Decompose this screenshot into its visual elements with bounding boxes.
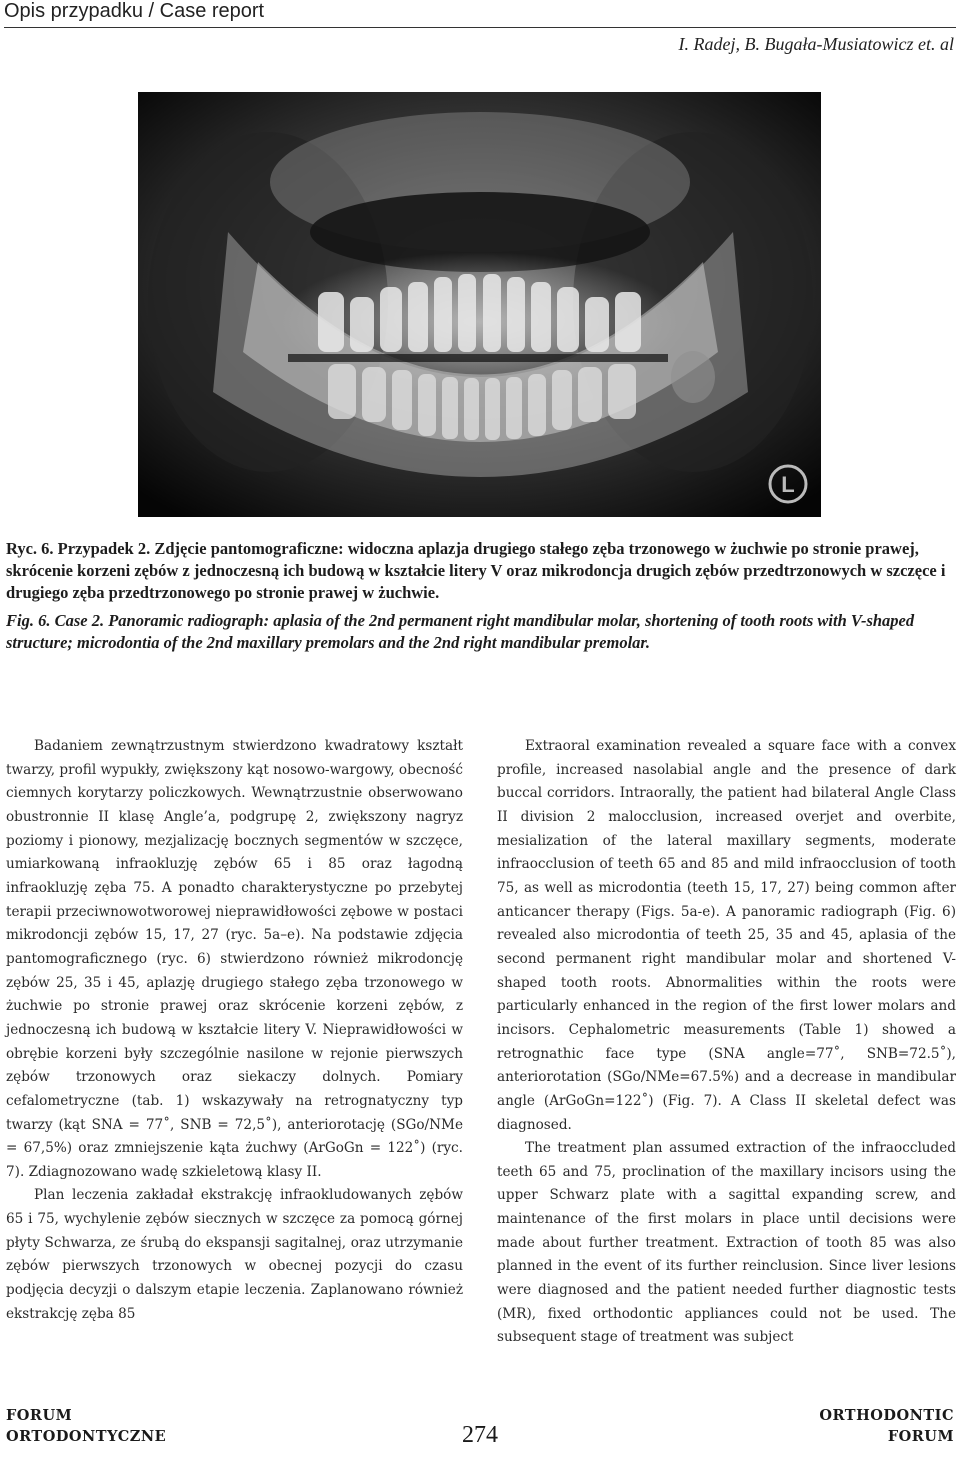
footer-journal-english: [819, 1405, 954, 1447]
header-divider: [4, 27, 956, 28]
figure-caption-english: Fig. 6. Case 2. Panoramic radiograph: aplasia of the 2nd permanent right mandibular molar, shortening of tooth roots with V-shaped structure; microdontia of the 2nd maxillary premolars and the 2nd right mandibular premolar.: [6, 611, 915, 652]
running-header-section: Opis przypadku / Case report: [4, 0, 265, 22]
paragraph: Badaniem zewnątrzustnym stwierdzono kwadratowy kształt twarzy, profil wypukły, zwiększony kąt nosowo-wargowy, obecność ciemnych korytarzy policzkowych. Wewnątrzustnie obserwowano obustronnie II klasę Angle’a, podgrupę 2, zwiększony nagryz poziomy i pionowy, mezjalizację bocznych segmentów w szczęce, umiarkowaną infraokluzję zębów 65 i 85 oraz łagodną infraokluzję zęba 75. A ponadto charakterystyczne po przebytej terapii przeciwnowotworowej nieprawidłowości zębowe w postaci mikrodoncji zębów 15, 17, 27 (ryc. 5a–e). Na podstawie zdjęcia pantomograficznego (ryc. 6) stwierdzono również mikrodoncję zębów 25, 35 i 45, aplazję drugiego stałego zęba trzonowego w żuchwie po stronie prawej oraz skrócenie korzeni zębów, z jednoczesną ich budową w kształcie litery V. Nieprawidłowości w obrębie korzeni były szczególnie nasilone w rejonie pierwszych zębów trzonowych oraz siekaczy dolnych. Pomiary cefalometryczne (tab. 1) wskazywały na retrognatyczny typ twarzy (kąt SNA = 77˚, SNB = 72,5˚), anteriorotację (SGo/NMe = 67,5%) oraz zmniejszenie kąta żuchwy (ArGoGn = 122˚) (ryc. 7). Zdiagnozowano wadę szkieletową klasy II.: [6, 738, 463, 1180]
paragraph: Plan leczenia zakładał ekstrakcję infraokludowanych zębów 65 i 75, wychylenie zębów siecznych w szczęce za pomocą górnej płyty Schwarza, ze śrubą do ekspansji sagitalnej, oraz utrzymanie zębów pierwszych trzonowych w obecnej pozycji do czasu podjęcia decyzji o dalszym etapie leczenia. Zaplanowano również ekstrakcję zęba 85: [6, 1187, 463, 1322]
panoramic-radiograph: [138, 92, 821, 517]
film-marker-letter: L: [781, 472, 795, 497]
paragraph: The treatment plan assumed extraction of the infraoccluded teeth 65 and 75, proclination of the maxillary incisors using the upper Schwarz plate with a sagittal expanding screw, and maintenance of the first molars in place until decisions were made about further treatment. Extraction of tooth 85 was also planned in the event of its further reinclusion. Since liver lesions were diagnosed and the patient needed further diagnostic tests (MR), fixed orthodontic appliances could not be used. The subsequent stage of treatment was subject: [497, 1140, 956, 1346]
body-column-english: [497, 735, 956, 1350]
figure-caption-polish: Ryc. 6. Przypadek 2. Zdjęcie pantomograficzne: widoczna aplazja drugiego stałego zęba trzonowego w żuchwie po stronie prawej, skrócenie korzeni zębów z jednoczesną ich budową w kształcie litery V oraz mikrodoncja drugich zębów przedtrzonowych w szczęce i drugiego zęba przedtrzonowego po stronie prawej w żuchwie.: [6, 539, 946, 602]
footer-left-line2: ORTODONTYCZNE: [6, 1428, 167, 1445]
footer-left-line1: FORUM: [6, 1407, 73, 1424]
page-number: 274: [462, 1422, 498, 1448]
running-header-authors: I. Radej, B. Bugała-Musiatowicz et. al: [678, 34, 954, 54]
body-column-polish: [6, 735, 463, 1326]
footer-right-line1: ORTHODONTIC: [819, 1407, 954, 1424]
paragraph: Extraoral examination revealed a square face with a convex profile, increased nasolabial angle and the presence of dark buccal corridors. Intraorally, the patient had bilateral Angle Class II division 2 malocclusion, increased overjet and overbite, mesialization of the lateral maxillary segments, moderate infraocclusion of teeth 65 and 85 and mild infraocclusion of tooth 75, as well as microdontia (teeth 15, 17, 27) being common after anticancer therapy (Figs. 5a-e). A panoramic radiograph (Fig. 6) revealed also microdontia of teeth 25, 35 and 45, aplasia of the second permanent right mandibular molar and shortened V-shaped tooth roots. Abnormalities within the roots were particularly enhanced in the region of the first lower molars and incisors. Cephalometric measurements (Table 1) showed a retrognathic face type (SNA angle=77˚, SNB=72.5˚), anteriorotation (SGo/NMe=67.5%) and a decrease in mandibular angle (ArGoGn=122˚) (Fig. 7). A Class II skeletal defect was diagnosed.: [497, 738, 956, 1133]
footer-right-line2: FORUM: [887, 1428, 954, 1445]
